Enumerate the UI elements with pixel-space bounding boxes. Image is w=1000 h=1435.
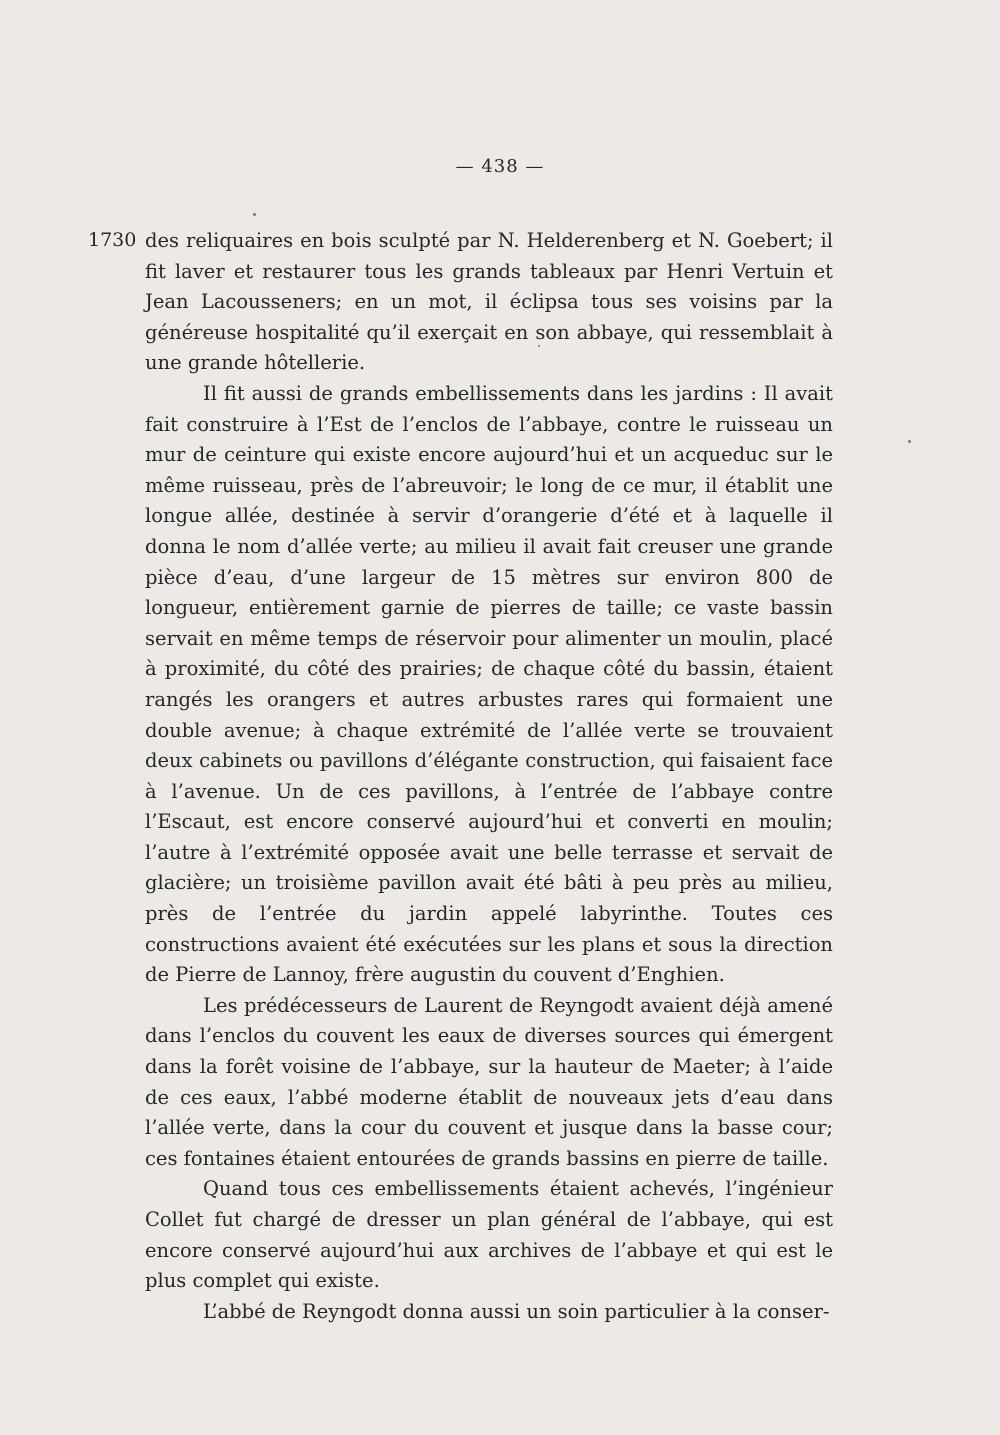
body-text: [145, 226, 833, 1327]
paragraph-continuation: des reliquaires en bois sculpté par N. Helderenberg et N. Goebert; il fit laver et restaurer tous les grands tableaux par Henri Vertuin et Jean Lacousseners; en un mot, il éclipsa tous ses voisins par la généreuse hospitalité qu’il exerçait en son abbaye, qui ressemblait à une grande hôtellerie.: [145, 229, 833, 375]
print-speck: [908, 440, 911, 443]
print-speck: [253, 213, 256, 216]
paragraph-gardens: Il fit aussi de grands embellissements dans les jardins : Il avait fait construire à l’Est de l’enclos de l’abbaye, contre le ruisseau un mur de ceinture qui existe encore aujourd’hui et un acqueduc sur le même ruisseau, près de l’abreuvoir; le long de ce mur, il établit une longue allée, destinée à servir d’orangerie d’été et à laquelle il donna le nom d’allée verte; au milieu il avait fait creuser une grande pièce d’eau, d’une largeur de 15 mètres sur environ 800 de longueur, entièrement garnie de pierres de taille; ce vaste bassin servait en même temps de réservoir pour alimenter un moulin, placé à proximité, du côté des prairies; de chaque côté du bassin, étaient rangés les orangers et autres arbustes rares qui formaient une double avenue; à chaque extrémité de l’allée verte se trouvaient deux cabinets ou pavillons d’élégante construction, qui faisaient face à l’avenue. Un de ces pavillons, à l’entrée de l’abbaye contre l’Escaut, est encore conservé aujourd’hui et converti en moulin; l’autre à l’extrémité opposée avait une belle terrasse et servait de glacière; un troisième pavillon avait été bâti à peu près au milieu, près de l’entrée du jardin appelé labyrinthe. Toutes ces constructions avaient été exécutées sur les plans et sous la direction de Pierre de Lannoy, frère augustin du couvent d’Enghien.: [145, 381, 833, 987]
print-speck: [538, 345, 540, 347]
margin-year-note: 1730: [88, 229, 137, 251]
page-number: — 438 —: [455, 156, 545, 177]
paragraph-water-sources: Les prédécesseurs de Laurent de Reyngodt avaient déjà amené dans l’enclos du couvent les eaux de diverses sources qui émergent dans la forêt voisine de l’abbaye, sur la hauteur de Maeter; à l’aide de ces eaux, l’abbé moderne établit de nouveaux jets d’eau dans l’allée verte, dans la cour du couvent et jusque dans la basse cour; ces fontaines étaient entourées de grands bassins en pierre de taille.: [145, 993, 833, 1170]
paragraph-general-plan: Quand tous ces embellissements étaient achevés, l’ingénieur Collet fut chargé de dresser un plan général de l’abbaye, qui est encore conservé aujourd’hui aux archives de l’abbaye et qui est le plus complet qui existe.: [145, 1177, 833, 1293]
paragraph-conservation: L’abbé de Reyngodt donna aussi un soin particulier à la conser-: [203, 1299, 830, 1323]
